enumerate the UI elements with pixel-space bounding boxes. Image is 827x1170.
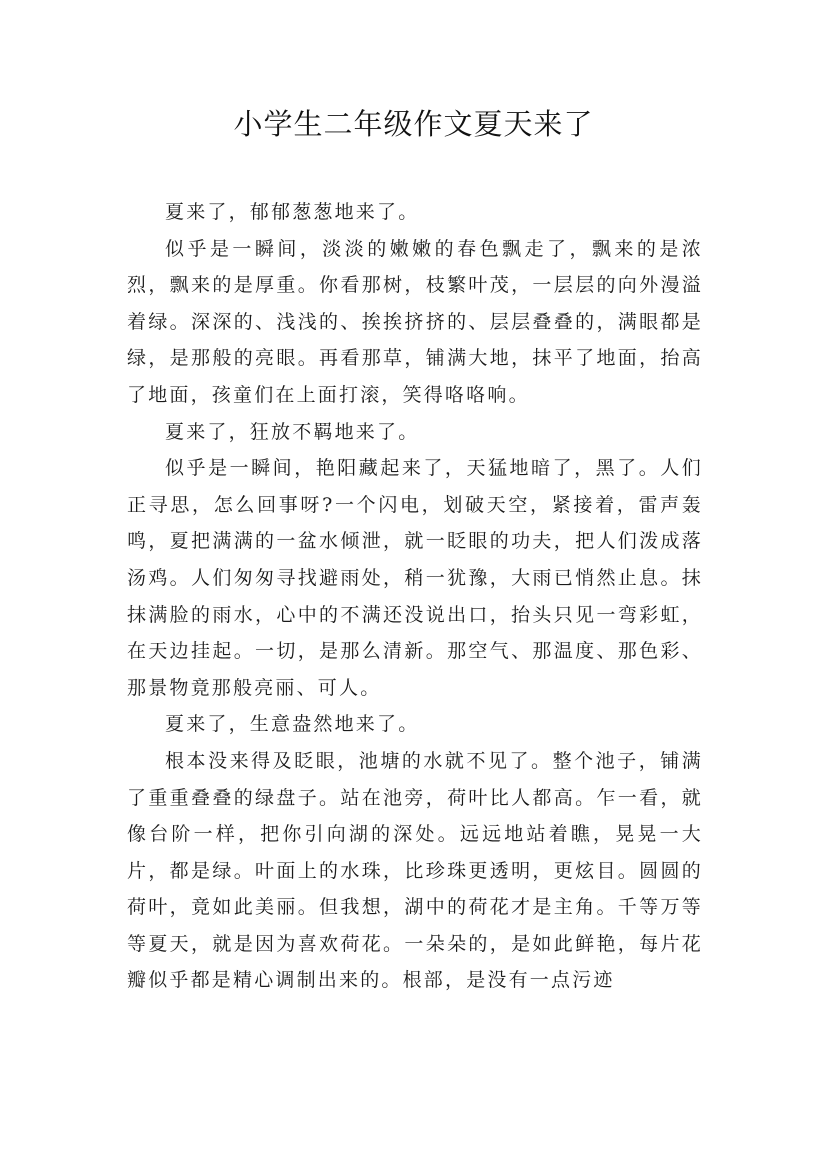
paragraph-5: 夏来了，生意盎然地来了。 [165,713,420,736]
paragraph-3: 夏来了，狂放不羁地来了。 [165,420,420,443]
paragraph-4: 似乎是一瞬间，艳阳藏起来了，天猛地暗了，黑了。人们正寻思，怎么回事呀?一个闪电，划破天空，紧接着，雷声轰鸣，夏把满满的一盆水倾泄，就一眨眼的功夫，把人们泼成落汤鸡。人们匆匆寻找避雨处，稍一犹豫，大雨已悄然止息。抹抹满脸的雨水，心中的不满还没说出口，抬头只见一弯彩虹，在天边挂起。一切，是那么清新。那空气、那温度、那色彩、那景物竟那般亮丽、可人。 [127,457,703,699]
paragraph-2: 似乎是一瞬间，淡淡的嫩嫩的春色飘走了，飘来的是浓烈，飘来的是厚重。你看那树，枝繁叶茂，一层层的向外漫溢着绿。深深的、浅浅的、挨挨挤挤的、层层叠叠的，满眼都是绿，是那般的亮眼。再看那草，铺满大地，抹平了地面，抬高了地面，孩童们在上面打滚，笑得咯咯响。 [127,237,703,406]
document-title: 小学生二年级作文夏天来了 [233,107,594,141]
paragraph-6: 根本没来得及眨眼，池塘的水就不见了。整个池子，铺满了重重叠叠的绿盘子。站在池旁，荷叶比人都高。乍一看，就像台阶一样，把你引向湖的深处。远远地站着瞧，晃晃一大片，都是绿。叶面上的水珠，比珍珠更透明，更炫目。圆圆的荷叶，竟如此美丽。但我想，湖中的荷花才是主角。千等万等等夏天，就是因为喜欢荷花。一朵朵的，是如此鲜艳，每片花瓣似乎都是精心调制出来的。根部，是没有一点污迹 [127,749,703,992]
document-body [127,194,703,999]
paragraph-1: 夏来了，郁郁葱葱地来了。 [165,201,420,223]
